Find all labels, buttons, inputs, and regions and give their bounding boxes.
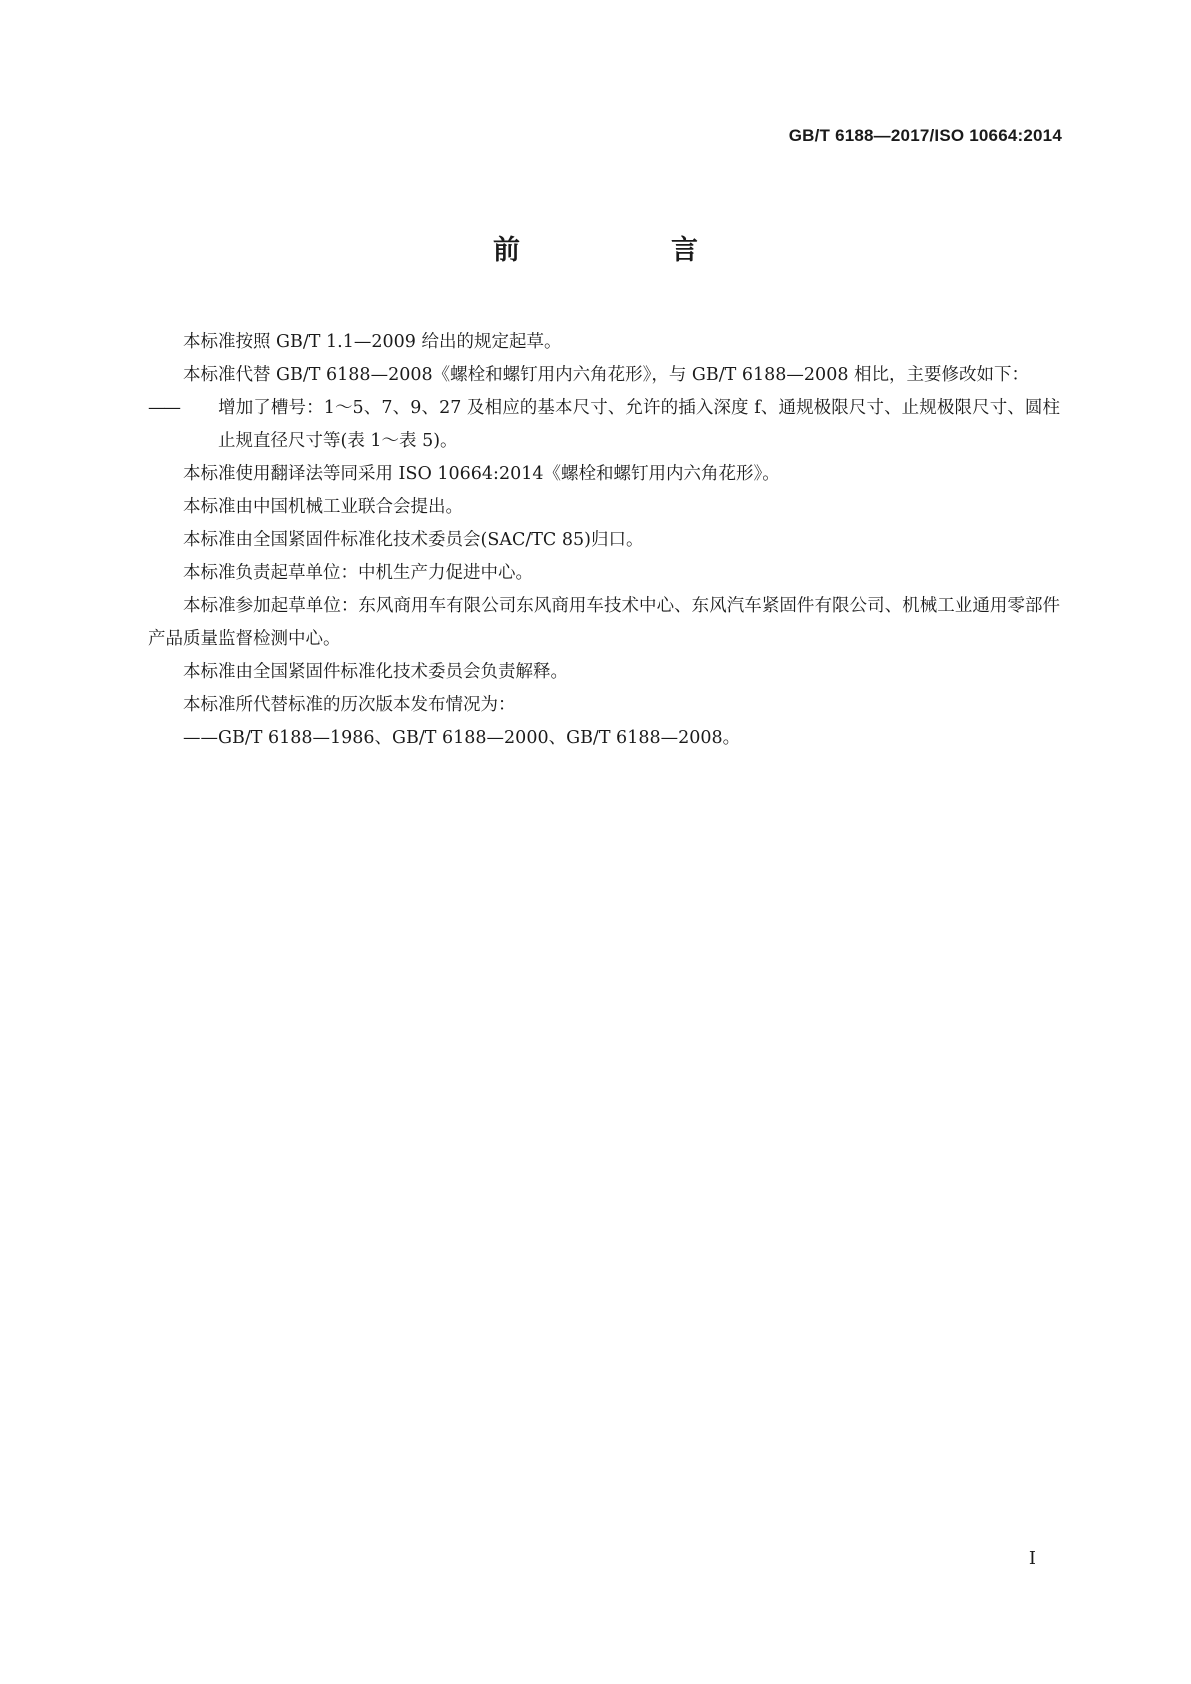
standard-id: GB/T 6188—2017/ISO 10664:2014	[788, 126, 1062, 145]
paragraph: 本标准按照 GB/T 1.1—2009 给出的规定起草。	[183, 332, 562, 352]
paragraph: 本标准代替 GB/T 6188—2008《螺栓和螺钉用内六角花形》，与 GB/T 6188—2008 相比，主要修改如下：	[183, 365, 1030, 385]
page-number: I	[1028, 1548, 1036, 1569]
list-item	[148, 392, 1060, 458]
dash-marker: ——	[148, 398, 179, 418]
paragraph: 本标准参加起草单位：东风商用车有限公司东风商用车技术中心、东风汽车紧固件有限公司、机械工业通用零部件产品质量监督检测中心。	[148, 596, 1060, 649]
paragraph: 本标准由全国紧固件标准化技术委员会(SAC/TC 85)归口。	[183, 530, 644, 550]
paragraph: 本标准使用翻译法等同采用 ISO 10664:2014《螺栓和螺钉用内六角花形》。	[183, 464, 780, 484]
paragraph: 本标准由中国机械工业联合会提出。	[183, 497, 463, 517]
list-item-text: GB/T 6188—1986、GB/T 6188—2000、GB/T 6188—2008。	[218, 728, 741, 748]
paragraph: 本标准负责起草单位：中机生产力促进中心。	[183, 563, 533, 583]
paragraph: 本标准由全国紧固件标准化技术委员会负责解释。	[183, 662, 568, 682]
document-body	[148, 326, 1060, 755]
page-title: 前 言	[493, 235, 760, 266]
paragraph: 本标准所代替标准的历次版本发布情况为：	[183, 695, 516, 715]
list-item	[148, 722, 1060, 755]
list-item-text: 增加了槽号：1～5、7、9、27 及相应的基本尺寸、允许的插入深度 f、通规极限尺寸、止规极限尺寸、圆柱止规直径尺寸等(表 1～表 5)。	[218, 398, 1060, 451]
dash-marker: ——	[183, 728, 218, 748]
